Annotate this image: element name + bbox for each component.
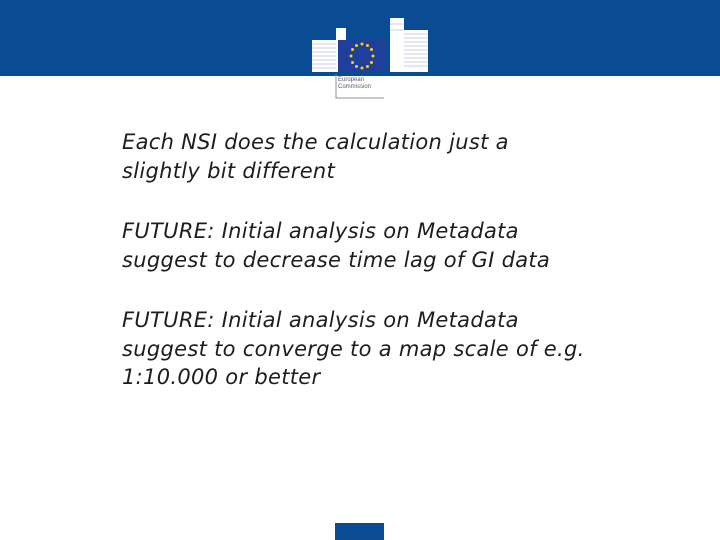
bullet-item: FUTURE: Initial analysis on Metadata suggest to converge to a map scale of e.g. 1:10.000 or better [122,308,585,389]
footer-bar [335,523,384,540]
bullet-item: Each NSI does the calculation just a slightly bit different [122,130,509,183]
logo-line-2: Commission [338,84,372,90]
european-commission-logo [308,14,430,100]
bullet-list [122,128,592,424]
bullet-item: FUTURE: Initial analysis on Metadata suggest to decrease time lag of GI data [122,219,551,272]
logo-line-1: European [338,77,365,83]
logo-text [338,77,371,91]
